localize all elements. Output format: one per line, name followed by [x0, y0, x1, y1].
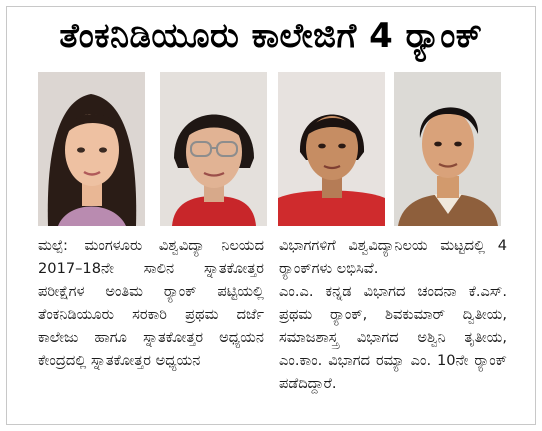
portrait-woman-glasses-icon [160, 72, 267, 226]
body-paragraph-right-1: ವಿಭಾಗಗಳಿಗೆ ವಿಶ್ವವಿದ್ಯಾನಿಲಯ ಮಟ್ಟದಲ್ಲಿ 4 ರ್‍ಯಾಂಕ್‌ಗಳು ಲಭಿಸಿವೆ. [279, 237, 507, 277]
portrait-woman-1-icon [38, 72, 145, 226]
article-body-left [38, 234, 264, 372]
body-paragraph-left: ಮಲ್ಪೆ: ಮಂಗಳೂರು ವಿಶ್ವವಿದ್ಯಾ ನಿಲಯದ 2017–18ನೇ ಸಾಲಿನ ಸ್ನಾತಕೋತ್ತರ ಪರೀಕ್ಷೆಗಳ ಅಂತಿಮ ರ್‍ಯಾಂಕ್ ಪಟ್ಟಿಯಲ್ಲಿ ತೆಂಕನಿಡಿಯೂರು ಸರಕಾರಿ ಪ್ರಥಮ ದರ್ಜೆ ಕಾಲೇಜು ಹಾಗೂ ಸ್ನಾತಕೋತ್ತರ ಅಧ್ಯಯನ ಕೇಂದ್ರದಲ್ಲಿ ಸ್ನಾತಕೋತ್ತರ ಅಧ್ಯಯನ [38, 237, 264, 369]
portrait-woman-2-icon [278, 72, 385, 226]
body-paragraph-right-2: ಎಂ.ಎ. ಕನ್ನಡ ವಿಭಾಗದ ಚಂದನಾ ಕೆ.ಎಸ್. ಪ್ರಥಮ ರ್‍ಯಾಂಕ್, ಶಿವಕುಮಾರ್ ದ್ವಿತೀಯ, ಸಮಾಜಶಾಸ್ತ್ರ ವಿಭಾಗದ ಅಶ್ವಿನಿ ತೃತೀಯ, ಎಂ.ಕಾಂ. ವಿಭಾಗದ ರಮ್ಯಾ ಎಂ. 10ನೇ ರ್‍ಯಾಂಕ್ ಪಡೆದಿದ್ದಾರೆ. [279, 283, 507, 392]
photo-row [38, 72, 512, 226]
headline: ತೆಂಕನಿಡಿಯೂರು ಕಾಲೇಜಿಗೆ 4 ರ್‍ಯಾಂಕ್ [59, 16, 483, 56]
article-body-right [279, 234, 507, 395]
portrait-man-icon [394, 72, 501, 226]
